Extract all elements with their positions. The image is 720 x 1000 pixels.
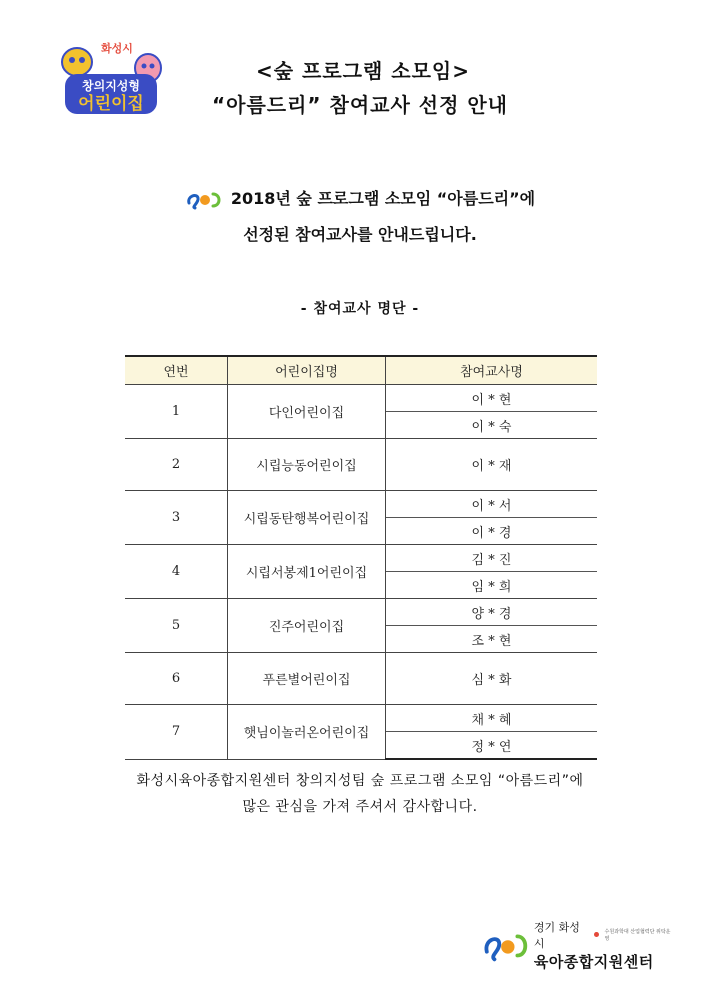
table-row <box>125 705 597 732</box>
row-teacher: 양 * 경 <box>386 599 598 626</box>
table-row <box>125 439 597 491</box>
center-mark-icon <box>185 188 223 210</box>
footer-tag: 수원과학대 산업협력단 위탁운영 <box>604 928 671 942</box>
footer-tag-dot <box>594 932 599 937</box>
center-logo-icon <box>482 927 530 963</box>
title-line1: <숲 프로그램 소모임> <box>255 59 470 83</box>
row-teacher: 채 * 혜 <box>386 705 598 732</box>
center-footer-logo <box>482 920 672 970</box>
title-line2: “아름드리” 참여교사 선정 안내 <box>211 93 509 117</box>
logo-line1: 창의지성형 <box>82 79 140 93</box>
row-no: 5 <box>125 599 228 653</box>
logo-small-text: 화성시 <box>101 42 133 55</box>
row-no: 4 <box>125 545 228 599</box>
table-row <box>125 653 597 705</box>
roster-heading: - 참여교사 명단 - <box>300 301 420 317</box>
intro-line2: 선정된 참여교사를 안내드립니다. <box>243 225 477 244</box>
row-teacher: 임 * 희 <box>386 572 598 599</box>
row-center: 시립서봉제1어린이집 <box>228 545 386 599</box>
intro-line1: 2018년 숲 프로그램 소모임 “아름드리”에 <box>230 189 536 208</box>
row-teacher: 조 * 현 <box>386 626 598 653</box>
row-teacher: 심 * 화 <box>386 653 598 705</box>
table-row <box>125 545 597 572</box>
footer-center-name: 육아종합지원센터 <box>533 952 654 971</box>
closing-line1: 화성시육아종합지원센터 창의지성팀 숲 프로그램 소모임 “아름드리”에 <box>136 773 584 789</box>
row-no: 3 <box>125 491 228 545</box>
row-center: 시립능동어린이집 <box>228 439 386 491</box>
header-no: 연번 <box>125 356 228 385</box>
footer-region: 경기 화성시 <box>533 920 580 950</box>
row-teacher: 이 * 서 <box>386 491 598 518</box>
row-teacher: 정 * 연 <box>386 732 598 760</box>
header-center: 어린이집명 <box>228 356 386 385</box>
row-teacher: 이 * 재 <box>386 439 598 491</box>
row-center: 시립동탄행복어린이집 <box>228 491 386 545</box>
document-title <box>0 54 720 122</box>
row-center: 다인어린이집 <box>228 385 386 439</box>
row-no: 7 <box>125 705 228 760</box>
table-row <box>125 599 597 626</box>
row-no: 1 <box>125 385 228 439</box>
table-header-row <box>125 356 597 385</box>
logo-line2: 어린이집 <box>78 94 144 114</box>
closing-line2: 많은 관심을 가져 주셔서 감사합니다. <box>242 799 478 815</box>
table-row <box>125 385 597 412</box>
row-no: 2 <box>125 439 228 491</box>
row-teacher: 김 * 진 <box>386 545 598 572</box>
intro-text <box>0 184 720 250</box>
closing-text <box>0 768 720 820</box>
table-row <box>125 491 597 518</box>
row-no: 6 <box>125 653 228 705</box>
row-teacher: 이 * 현 <box>386 385 598 412</box>
row-center: 푸른별어린이집 <box>228 653 386 705</box>
row-center: 진주어린이집 <box>228 599 386 653</box>
teacher-roster-table <box>125 355 597 760</box>
row-center: 햇님이놀러온어린이집 <box>228 705 386 760</box>
row-teacher: 이 * 경 <box>386 518 598 545</box>
header-teacher: 참여교사명 <box>386 356 598 385</box>
row-teacher: 이 * 숙 <box>386 412 598 439</box>
